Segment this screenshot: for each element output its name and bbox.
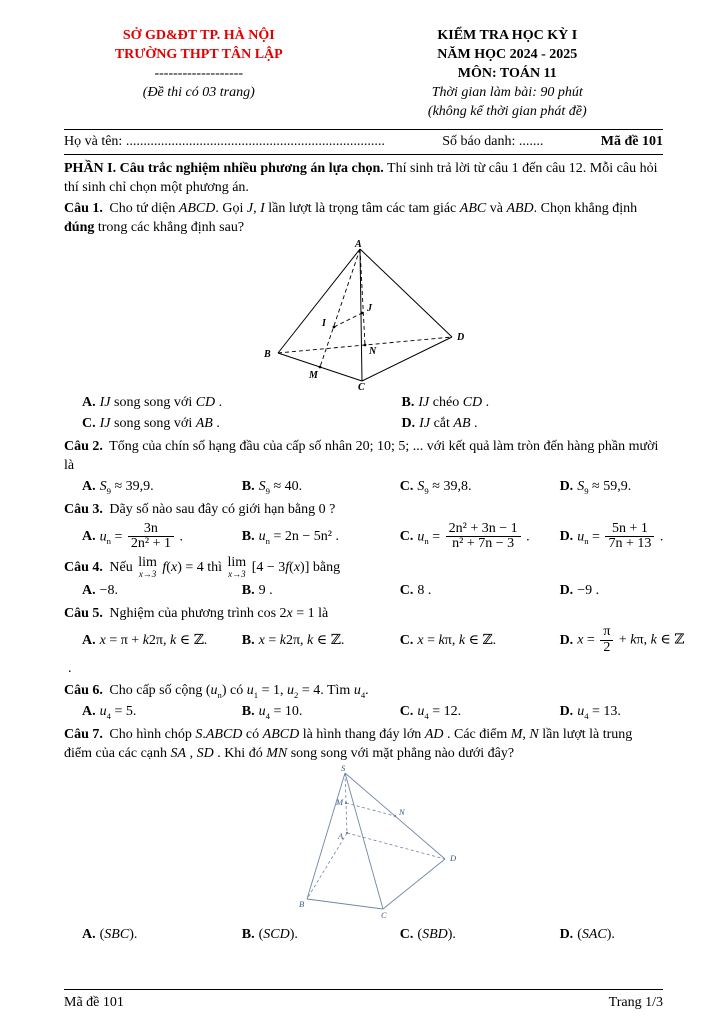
answer-option xyxy=(82,925,242,944)
footer-page-number: Trang 1/3 xyxy=(608,994,663,1010)
question-7-number: Câu 7. xyxy=(64,727,103,743)
option-text: $S_9 \approx 39,8$. xyxy=(417,479,472,497)
option-text: $S_9 \approx 40$. xyxy=(258,479,303,497)
option-text: $u_n = 2n - 5n^2$ . xyxy=(258,529,339,546)
vertex-label-a: A xyxy=(338,831,344,842)
answer-option xyxy=(242,625,400,655)
question-7-stem xyxy=(64,725,663,763)
option-label: B. xyxy=(241,704,255,720)
option-label: D. xyxy=(559,529,574,545)
option-text: $S_9 \approx 39,9$. xyxy=(99,479,154,497)
question-3-number: Câu 3. xyxy=(64,502,103,518)
option-label: B. xyxy=(401,395,415,411)
part1-heading xyxy=(64,159,663,197)
answer-option xyxy=(82,581,242,600)
answer-option xyxy=(400,522,560,552)
answer-option xyxy=(400,477,560,496)
option-label: A. xyxy=(82,704,96,720)
candidate-number-field: Số báo danh: ....... xyxy=(442,134,544,150)
vertex-label-a: A xyxy=(355,239,362,251)
tetrahedron-diagram xyxy=(256,239,471,391)
figure-pyramid xyxy=(64,765,663,923)
point-label-m: M xyxy=(336,797,344,808)
point-label-n: N xyxy=(399,807,405,818)
question-2-options xyxy=(64,477,663,496)
option-text: −9 . xyxy=(577,582,600,598)
option-label: A. xyxy=(82,927,96,943)
question-3-text: Dãy số nào sau đây có giới hạn bằng 0 ? xyxy=(105,502,336,518)
vertex-label-b: B xyxy=(264,349,271,361)
answer-option xyxy=(82,625,242,655)
question-4 xyxy=(64,556,663,600)
pages-note: (Đề thi có 03 trang) xyxy=(142,85,255,101)
option-label: C. xyxy=(399,529,414,545)
pyramid-diagram xyxy=(261,765,466,923)
option-text: IJ song song với AB . xyxy=(99,416,220,432)
answer-option xyxy=(82,393,402,412)
duration-note: Thời gian làm bài: 90 phút xyxy=(431,85,583,101)
answer-option xyxy=(242,477,400,496)
option-text: (SBC). xyxy=(99,927,138,943)
option-text: (SBD). xyxy=(417,927,456,943)
figure-tetrahedron xyxy=(64,239,663,391)
question-5-number: Câu 5. xyxy=(64,605,103,621)
exam-title: KIỂM TRA HỌC KỲ I xyxy=(437,28,578,43)
answer-option xyxy=(560,925,663,944)
option-label: D. xyxy=(559,704,574,720)
option-text: −8. xyxy=(99,582,119,598)
option-text: (SAC). xyxy=(577,927,615,943)
option-text: $u_n$ = $\frac{3n}{\text{2n² + 1}}$ . xyxy=(99,520,183,552)
distribution-note: (không kể thời gian phát đề) xyxy=(427,104,587,120)
option-text: $u_4 = 13$. xyxy=(577,704,621,722)
answer-option xyxy=(402,414,663,433)
question-6-number: Câu 6. xyxy=(64,683,103,699)
school-block xyxy=(64,26,334,102)
option-text: $u_n$ = $\frac{5n + 1}{7n + 13}$ . xyxy=(577,520,664,552)
subject: MÔN: TOÁN 11 xyxy=(457,66,557,82)
option-label: D. xyxy=(559,582,574,598)
dash-divider: ------------------- xyxy=(154,66,244,82)
vertex-label-c: C xyxy=(358,382,365,392)
question-5-options xyxy=(64,623,685,655)
answer-option xyxy=(400,925,560,944)
question-5-stem xyxy=(64,604,663,623)
answer-option xyxy=(560,522,663,552)
option-label: B. xyxy=(241,529,255,545)
question-1-stem xyxy=(64,199,663,237)
question-1-options xyxy=(64,393,663,433)
option-text: x = π + k2π, k ∈ ℤ. xyxy=(99,632,208,648)
question-6 xyxy=(64,681,663,721)
option-text: $u_4 = 10$. xyxy=(258,704,303,722)
answer-option xyxy=(560,477,663,496)
question-4-stem xyxy=(64,556,663,579)
question-2-stem xyxy=(64,437,663,475)
question-4-text: Nếu lim x→3 f(x) = 4 thì lim x→3 [4 − 3f(x)] bằng xyxy=(105,554,341,579)
option-text: $u_4 = 12$. xyxy=(417,704,462,722)
vertex-label-c: C xyxy=(381,910,387,921)
option-label: D. xyxy=(401,416,416,432)
question-7-text: Cho hình chóp S.ABCD có ABCD là hình thang đáy lớn AD . Các điểm M, N lần lượt là trung điểm của các cạnh SA , SD . Khi đó MN song song với mặt phẳng nào dưới đây? xyxy=(64,727,633,762)
question-2 xyxy=(64,437,663,496)
option-text: $u_n$ = $\frac{\text{2n² + 3n − 1}}{\text{n² + 7n − 3}}$ . xyxy=(417,520,530,552)
option-label: D. xyxy=(559,632,574,648)
option-text: 9 . xyxy=(258,582,273,598)
vertex-label-s: S xyxy=(341,765,346,774)
question-3-options xyxy=(64,522,663,552)
option-label: A. xyxy=(82,479,96,495)
option-text: x = k2π, k ∈ ℤ. xyxy=(258,632,345,648)
question-5-overflow: . xyxy=(68,661,72,677)
page-footer xyxy=(64,989,663,1012)
option-text: 8 . xyxy=(417,582,432,598)
vertex-label-d: D xyxy=(457,332,465,344)
student-name-field: Họ và tên: .......................................................................... xyxy=(64,134,385,150)
answer-option xyxy=(560,702,663,721)
option-label: A. xyxy=(82,582,96,598)
option-label: A. xyxy=(82,632,96,648)
point-label-i: I xyxy=(322,318,326,330)
exam-title-block xyxy=(352,26,663,121)
option-label: D. xyxy=(559,479,574,495)
option-text: x = kπ, k ∈ ℤ. xyxy=(417,632,497,648)
option-label: C. xyxy=(399,632,414,648)
answer-option xyxy=(400,702,560,721)
option-label: D. xyxy=(559,927,574,943)
footer-exam-code: Mã đề 101 xyxy=(64,994,124,1010)
school-year: NĂM HỌC 2024 - 2025 xyxy=(437,47,578,63)
vertex-label-d: D xyxy=(450,853,457,864)
question-6-text: Cho cấp số cộng $(u_n)$ có $u_1 = 1$, $u_2 = 4$. Tìm $u_4$. xyxy=(105,683,369,701)
question-4-options xyxy=(64,581,663,600)
option-label: C. xyxy=(82,416,96,432)
option-label: C. xyxy=(399,927,414,943)
option-label: B. xyxy=(241,479,255,495)
option-label: B. xyxy=(241,927,255,943)
answer-option xyxy=(242,522,400,552)
answer-option xyxy=(402,393,663,412)
point-label-n: N xyxy=(369,346,377,358)
option-label: C. xyxy=(399,479,414,495)
answer-option xyxy=(82,702,242,721)
answer-option xyxy=(82,477,242,496)
option-label: A. xyxy=(82,395,96,411)
question-7 xyxy=(64,725,663,944)
option-text: $S_9 \approx 59,9$. xyxy=(577,479,632,497)
part1-instructions: Thí sinh trả lời từ câu 1 đến câu 12. Mỗi câu hỏi thí sinh chỉ chọn một phương án. xyxy=(64,161,658,196)
option-label: C. xyxy=(399,582,414,598)
option-text: x = $\frac{\pi}{2}$ + kπ, k ∈ ℤ xyxy=(577,623,685,655)
question-4-number: Câu 4. xyxy=(64,559,103,575)
point-label-m: M xyxy=(309,370,318,382)
vertex-label-b: B xyxy=(299,899,305,910)
question-5 xyxy=(64,604,685,678)
rule-bottom xyxy=(64,154,663,155)
department-name: SỞ GD&ĐT TP. HÀ NỘI xyxy=(122,28,275,43)
question-3 xyxy=(64,500,663,551)
part1-title: PHẦN I. Câu trắc nghiệm nhiều phương án lựa chọn. xyxy=(64,161,384,177)
exam-header xyxy=(64,26,663,121)
option-label: B. xyxy=(241,582,255,598)
option-label: C. xyxy=(399,704,414,720)
exam-code-badge: Mã đề 101 xyxy=(600,134,663,150)
question-6-options xyxy=(64,702,663,721)
answer-option xyxy=(400,581,560,600)
answer-option xyxy=(82,522,242,552)
question-2-text: Tổng của chín số hạng đầu của cấp số nhân 20; 10; 5; ... với kết quả làm tròn đến hàng phần mười là xyxy=(64,439,659,474)
question-2-number: Câu 2. xyxy=(64,439,103,455)
question-7-options xyxy=(64,925,663,944)
answer-option xyxy=(242,702,400,721)
student-info-row xyxy=(64,130,663,154)
option-text: IJ cắt AB . xyxy=(419,416,478,432)
option-text: $u_4 = 5$. xyxy=(99,704,137,722)
option-text: (SCD). xyxy=(258,927,298,943)
question-1 xyxy=(64,199,663,433)
answer-option xyxy=(560,581,663,600)
answer-option xyxy=(400,625,560,655)
option-label: A. xyxy=(82,529,96,545)
school-name: TRƯỜNG THPT TÂN LẬP xyxy=(114,47,283,63)
answer-option xyxy=(82,414,402,433)
question-1-text: Cho tứ diện ABCD. Gọi J, I lần lượt là trọng tâm các tam giác ABC và ABD. Chọn khẳng định đúng trong các khẳng định sau? xyxy=(64,201,638,236)
question-1-number: Câu 1. xyxy=(64,201,103,217)
option-label: B. xyxy=(241,632,255,648)
question-3-stem xyxy=(64,500,663,519)
option-text: IJ song song với CD . xyxy=(99,395,223,411)
answer-option xyxy=(242,581,400,600)
question-5-text: Nghiệm của phương trình cos 2x = 1 là xyxy=(105,605,329,621)
answer-option xyxy=(242,925,400,944)
answer-option xyxy=(559,623,685,655)
point-label-j: J xyxy=(367,303,372,315)
question-6-stem xyxy=(64,681,663,700)
option-text: IJ chéo CD . xyxy=(418,395,490,411)
